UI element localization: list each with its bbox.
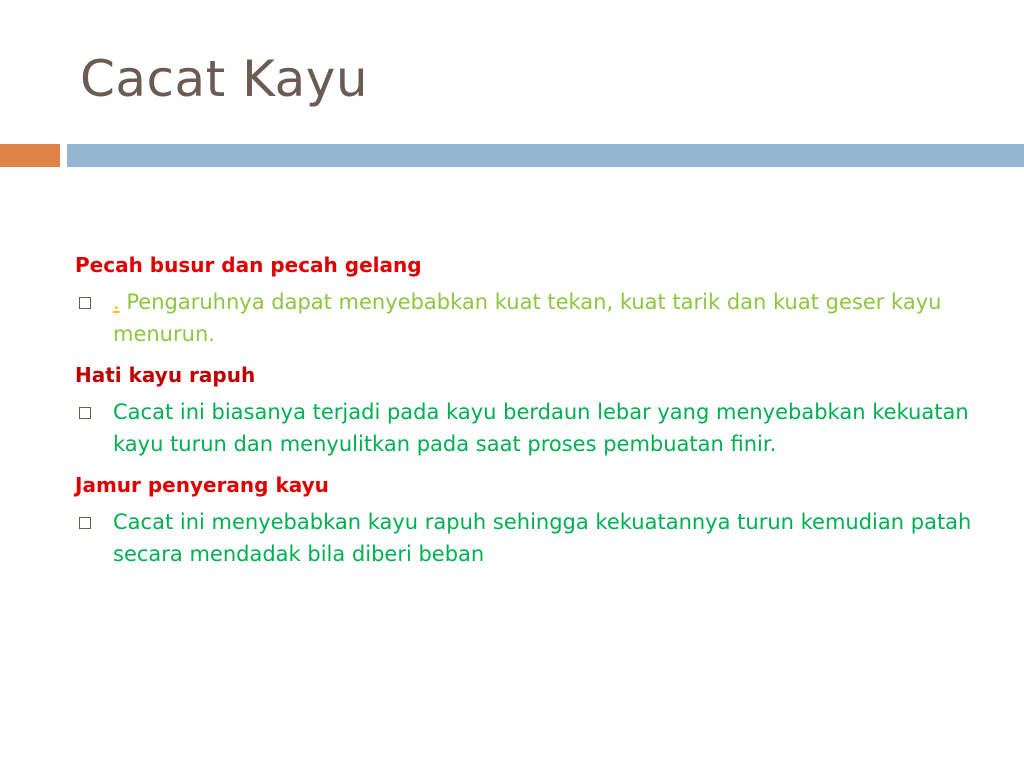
accent-bar-blue (67, 144, 1024, 167)
bullet-text-pecah (113, 286, 975, 350)
square-bullet-icon (79, 407, 91, 419)
bullet-text-hati: Cacat ini biasanya terjadi pada kayu berdaun lebar yang menyebabkan kekuatan kayu turun dan menyulitkan pada saat proses pembuatan finir. (113, 400, 969, 456)
bullet-item-pecah (75, 286, 975, 350)
section-heading-jamur: Jamur penyerang kayu (75, 473, 329, 497)
square-bullet-icon (79, 297, 91, 309)
section-heading-hati: Hati kayu rapuh (75, 363, 256, 387)
bullet-body-pecah: Pengaruhnya dapat menyebabkan kuat tekan, kuat tarik dan kuat geser kayu menurun. (113, 290, 942, 346)
bullet-text-jamur: Cacat ini menyebabkan kayu rapuh sehingga kekuatannya turun kemudian patah secara mendadak bila diberi beban (113, 510, 972, 566)
bullet-item-hati (75, 396, 975, 460)
accent-bar-orange (0, 144, 60, 167)
square-bullet-icon (79, 517, 91, 529)
bullet-item-jamur (75, 506, 975, 570)
section-heading-pecah: Pecah busur dan pecah gelang (75, 253, 422, 277)
slide-title: Cacat Kayu (80, 50, 369, 108)
dot-link[interactable]: . (113, 290, 120, 314)
slide-content (75, 250, 975, 580)
